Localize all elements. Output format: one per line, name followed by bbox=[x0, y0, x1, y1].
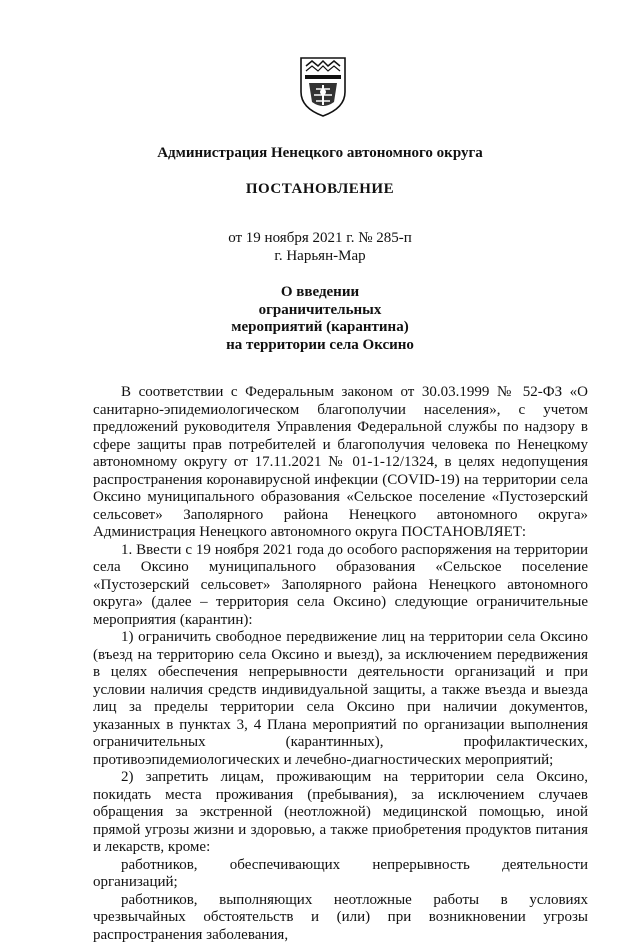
clause-1-1-paragraph: 1) ограничить свободное передвижение лиц на территории села Оксино (въезд на территорию села Оксино и выезд), за исключением передвижения в целях обеспечения непрерывности деятельности организаций и при условии наличия средств индивидуальной защиты, а также въезда и выезда лиц за пределы территории села Оксино при наличии документов, указанных в пунктах 3, 4 Плана мероприятий по организации выполнения ограничительных (карантинных), профилактических, противоэпидемиологических и лечебно-диагностических мероприятий; bbox=[93, 629, 588, 769]
clause-1-paragraph: 1. Ввести с 19 ноября 2021 года до особого распоряжения на территории села Оксино муниципального образования «Сельское поселение «Пустозерский сельсовет» Заполярного района Ненецкого автономного округа» (далее – территория села Оксино) следующие ограничительные мероприятия (карантин): bbox=[93, 542, 588, 630]
subject-line: О введении bbox=[0, 284, 640, 302]
exception-paragraph: работников, обеспечивающих непрерывность деятельности организаций; bbox=[93, 857, 588, 892]
organization-name: Администрация Ненецкого автономного округа bbox=[0, 145, 640, 162]
document-type-title: ПОСТАНОВЛЕНИЕ bbox=[0, 181, 640, 198]
document-city: г. Нарьян-Мар bbox=[0, 248, 640, 265]
coat-of-arms-emblem bbox=[298, 56, 348, 118]
clause-1-2-paragraph: 2) запретить лицам, проживающим на территории села Оксино, покидать места проживания (пребывания), за исключением случаев обращения за экстренной (неотложной) медицинской помощью, иной прямой угрозы жизни и здоровью, а также приобретения продуктов питания и лекарств, кроме: bbox=[93, 769, 588, 857]
document-body bbox=[93, 384, 588, 944]
document-subject bbox=[0, 284, 640, 354]
subject-line: на территории села Оксино bbox=[0, 337, 640, 355]
preamble-paragraph: В соответствии с Федеральным законом от 30.03.1999 № 52-ФЗ «О санитарно-эпидемиологическом благополучии населения», с учетом предложений руководителя Управления Федеральной службы по надзору в сфере защиты прав потребителей и благополучия человека по Ненецкому автономному округу от 17.11.2021 № 01-1-12/1324, в целях недопущения распространения коронавирусной инфекции (COVID-19) на территории села Оксино муниципального образования «Сельское поселение «Пустозерский сельсовет» Заполярного района Ненецкого автономного округа» Администрация Ненецкого автономного округа ПОСТАНОВЛЯЕТ: bbox=[93, 384, 588, 542]
exception-paragraph: работников, выполняющих неотложные работы в условиях чрезвычайных обстоятельств и (или) при возникновении угрозы распространения заболевания, bbox=[93, 892, 588, 944]
document-date-number: от 19 ноября 2021 г. № 285-п bbox=[0, 230, 640, 247]
subject-line: мероприятий (карантина) bbox=[0, 319, 640, 337]
subject-line: ограничительных bbox=[0, 302, 640, 320]
